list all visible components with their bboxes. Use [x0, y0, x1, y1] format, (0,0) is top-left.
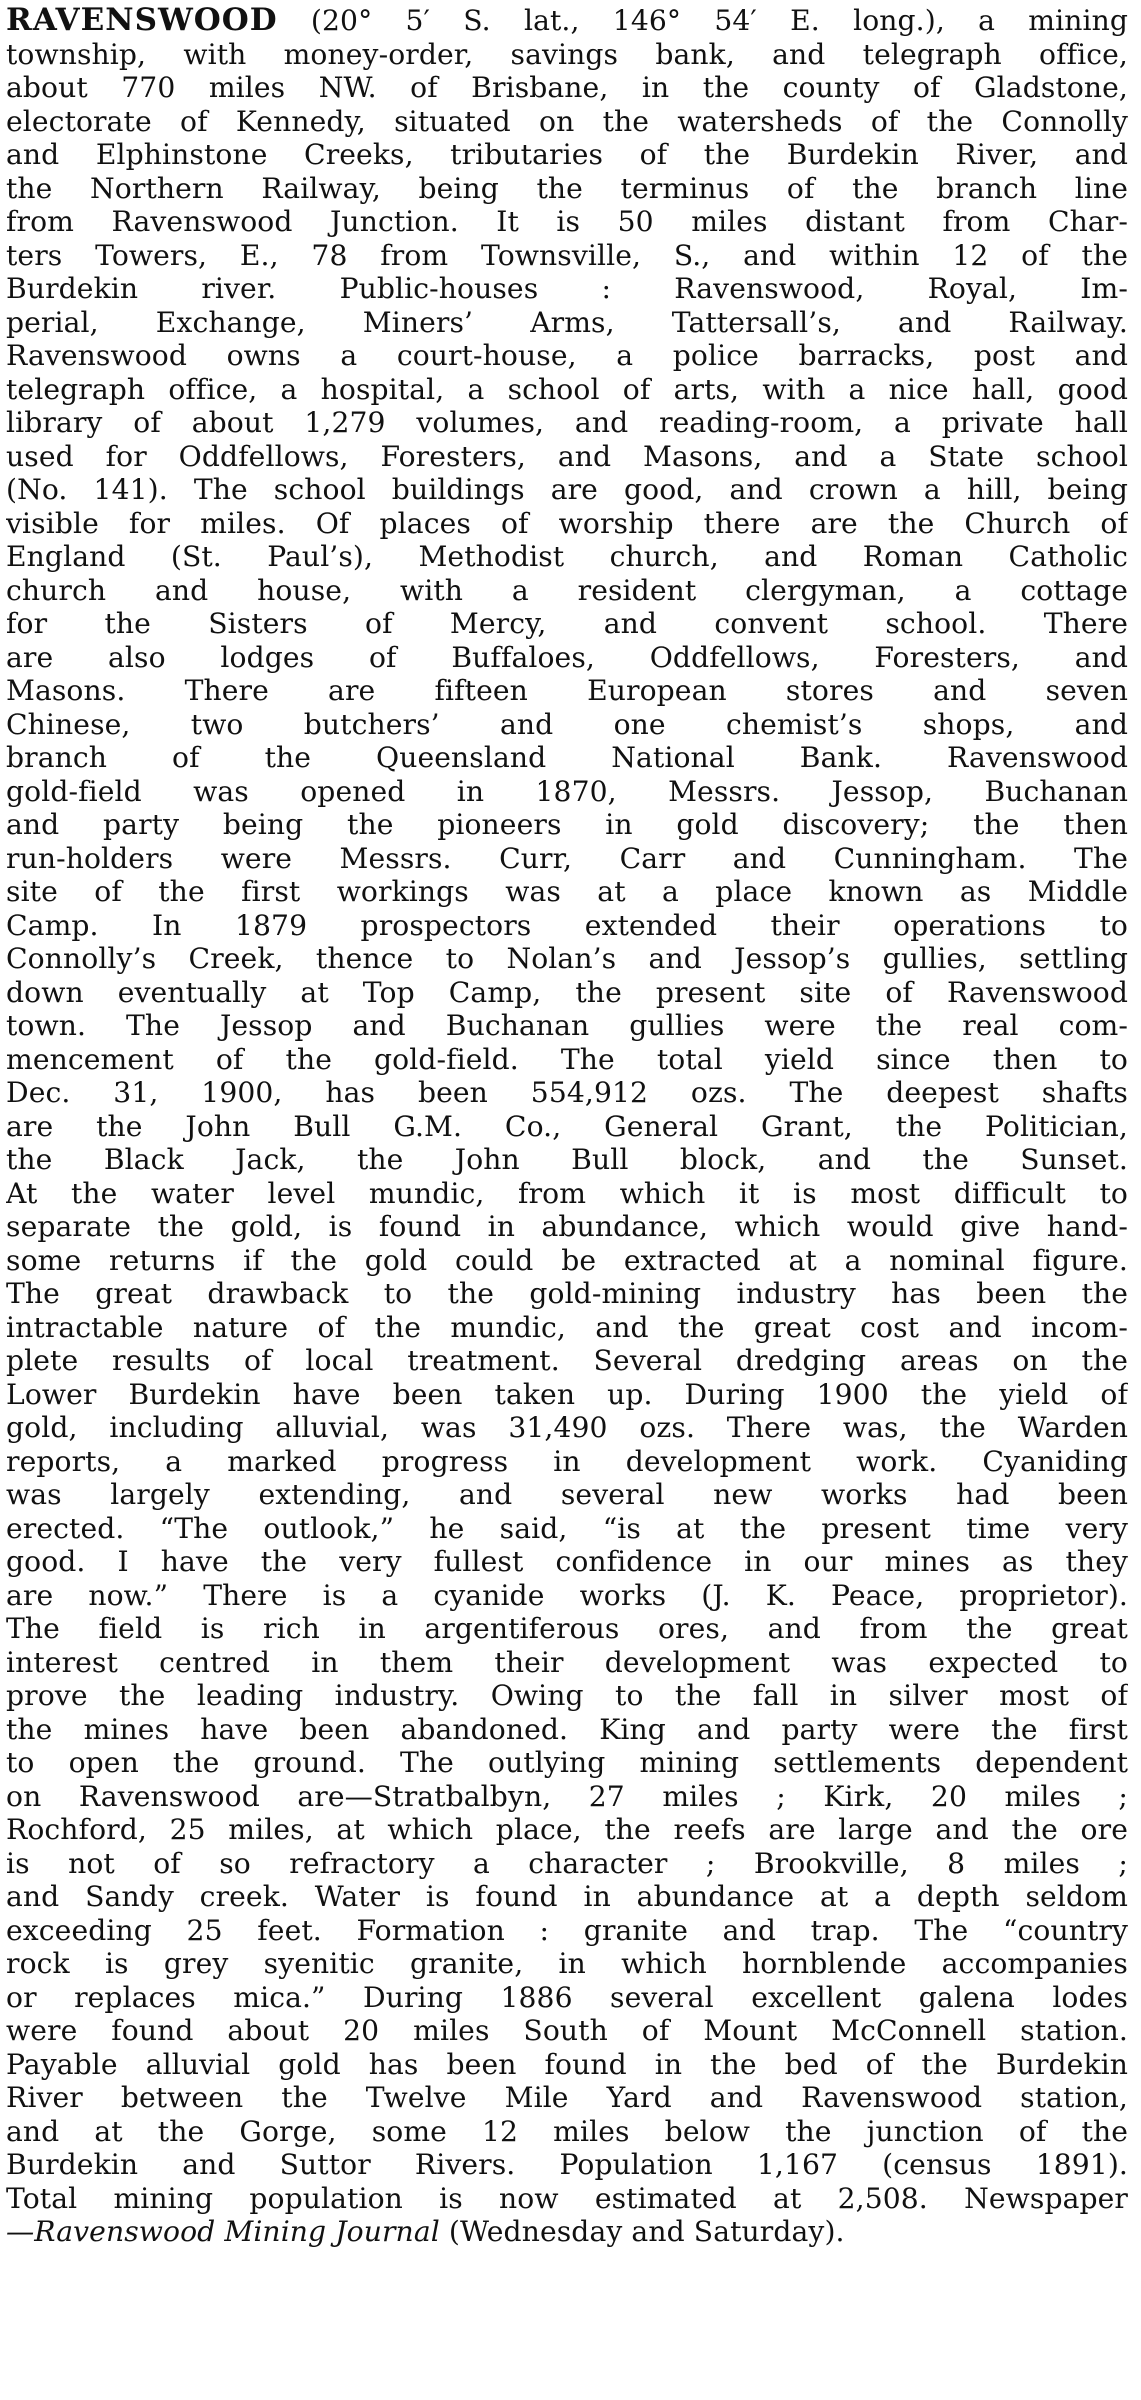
entry-line-50: interest centred in them their development was expected to — [6, 1645, 1128, 1679]
entry-line-43: gold, including alluvial, was 31,490 ozs. There was, the Warden — [6, 1411, 1128, 1444]
entry-line-35: the Black Jack, the John Bull block, and the Sunset. — [6, 1143, 1128, 1176]
entry-line-49: The field is rich in argentiferous ores, and from the great — [6, 1612, 1128, 1645]
entry-line-17: England (St. Paul’s), Methodist church, and Roman Catholic — [6, 540, 1128, 573]
entry-line-61: were found about 20 miles South of Mount McConnell station. — [6, 2014, 1128, 2047]
newspaper-schedule: (Wednesday and Saturday). — [439, 2215, 845, 2248]
entry-line-29: Connolly’s Creek, thence to Nolan’s and Jessop’s gullies, settling — [6, 942, 1128, 975]
newspaper-name: —Ravenswood Mining Journal — [6, 2215, 440, 2248]
entry-line-52: the mines have been abandoned. King and party were the first — [6, 1712, 1128, 1746]
entry-line-41: plete results of local treatment. Several dredging areas on the — [6, 1344, 1128, 1377]
entry-line-63: River between the Twelve Mile Yard and Ravenswood station, — [6, 2081, 1128, 2114]
entry-line-27: site of the first workings was at a place known as Middle — [6, 875, 1128, 908]
entry-body — [6, 38, 1128, 2216]
entry-line-38: some returns if the gold could be extracted at a nominal figure. — [6, 1243, 1128, 1277]
entry-text: (20° 5′ S. lat., 146° 54′ E. long.), a mining — [277, 4, 1128, 37]
entry-line-46: erected. “The outlook,” he said, “is at the present time very — [6, 1511, 1128, 1545]
entry-line-44: reports, a marked progress in development work. Cyaniding — [6, 1444, 1128, 1478]
entry-line-58: exceeding 25 feet. Formation : granite and trap. The “country — [6, 1913, 1128, 1947]
entry-line-30: down eventually at Top Camp, the present site of Ravenswood — [6, 975, 1128, 1009]
entry-line-9: Burdekin river. Public-houses : Ravenswood, Royal, Im- — [6, 272, 1128, 305]
entry-line-40: intractable nature of the mundic, and the great cost and incom- — [6, 1310, 1128, 1344]
entry-line-2: township, with money-order, savings bank, and telegraph office, — [6, 37, 1128, 71]
entry-line-62: Payable alluvial gold has been found in the bed of the Burdekin — [6, 2047, 1128, 2081]
entry-line-36: At the water level mundic, from which it is most difficult to — [6, 1176, 1128, 1210]
entry-line-3: about 770 miles NW. of Brisbane, in the county of Gladstone, — [6, 71, 1128, 104]
entry-line-47: good. I have the very fullest confidence in our mines as they — [6, 1545, 1128, 1578]
entry-line-48: are now.” There is a cyanide works (J. K. Peace, proprietor). — [6, 1578, 1128, 1612]
entry-line-26: run-holders were Messrs. Curr, Carr and Cunningham. The — [6, 841, 1128, 875]
entry-line-25: and party being the pioneers in gold discovery; the then — [6, 808, 1128, 841]
entry-line-24: gold-field was opened in 1870, Messrs. Jessop, Buchanan — [6, 774, 1128, 808]
entry-line-60: or replaces mica.” During 1886 several excellent galena lodes — [6, 1980, 1128, 2014]
entry-line-65: Burdekin and Suttor Rivers. Population 1,167 (census 1891). — [6, 2148, 1128, 2181]
entry-line-45: was largely extending, and several new works had been — [6, 1478, 1128, 1511]
entry-line-28: Camp. In 1879 prospectors extended their operations to — [6, 908, 1128, 942]
entry-line-18: church and house, with a resident clergyman, a cottage — [6, 573, 1128, 607]
entry-line-7: from Ravenswood Junction. It is 50 miles distant from Char- — [6, 205, 1128, 238]
entry-line-54: on Ravenswood are—Stratbalbyn, 27 miles ; Kirk, 20 miles ; — [6, 1779, 1128, 1813]
entry-final-line — [6, 2215, 1128, 2249]
entry-headword: RAVENSWOOD — [6, 4, 278, 38]
entry-line-1 — [6, 4, 1128, 38]
entry-line-13: library of about 1,279 volumes, and reading-room, a private hall — [6, 406, 1128, 439]
entry-line-56: is not of so refractory a character ; Brookville, 8 miles ; — [6, 1846, 1128, 1880]
entry-line-57: and Sandy creek. Water is found in abundance at a depth seldom — [6, 1880, 1128, 1913]
entry-line-59: rock is grey syenitic granite, in which hornblende accompanies — [6, 1947, 1128, 1980]
entry-line-5: and Elphinstone Creeks, tributaries of the Burdekin River, and — [6, 138, 1128, 171]
entry-line-20: are also lodges of Buffaloes, Oddfellows, Foresters, and — [6, 640, 1128, 674]
entry-line-55: Rochford, 25 miles, at which place, the reefs are large and the ore — [6, 1813, 1128, 1846]
entry-line-12: telegraph office, a hospital, a school of arts, with a nice hall, good — [6, 372, 1128, 406]
entry-line-22: Chinese, two butchers’ and one chemist’s shops, and — [6, 707, 1128, 741]
entry-line-11: Ravenswood owns a court-house, a police barracks, post and — [6, 339, 1128, 372]
entry-line-34: are the John Bull G.M. Co., General Grant, the Politician, — [6, 1109, 1128, 1143]
entry-line-4: electorate of Kennedy, situated on the watersheds of the Connolly — [6, 104, 1128, 138]
entry-line-10: perial, Exchange, Miners’ Arms, Tattersall’s, and Railway. — [6, 305, 1128, 339]
entry-line-66: Total mining population is now estimated at 2,508. Newspaper — [6, 2181, 1128, 2215]
entry-line-19: for the Sisters of Mercy, and convent school. There — [6, 607, 1128, 640]
entry-line-42: Lower Burdekin have been taken up. During 1900 the yield of — [6, 1377, 1128, 1411]
entry-line-51: prove the leading industry. Owing to the fall in silver most of — [6, 1679, 1128, 1712]
entry-line-33: Dec. 31, 1900, has been 554,912 ozs. The deepest shafts — [6, 1076, 1128, 1109]
entry-line-15: (No. 141). The school buildings are good, and crown a hill, being — [6, 473, 1128, 506]
entry-line-39: The great drawback to the gold-mining industry has been the — [6, 1277, 1128, 1310]
gazetteer-entry — [6, 4, 1128, 2249]
entry-line-31: town. The Jessop and Buchanan gullies were the real com- — [6, 1009, 1128, 1042]
entry-line-8: ters Towers, E., 78 from Townsville, S., and within 12 of the — [6, 238, 1128, 272]
entry-line-23: branch of the Queensland National Bank. Ravenswood — [6, 741, 1128, 774]
entry-line-53: to open the ground. The outlying mining settlements dependent — [6, 1746, 1128, 1779]
entry-line-6: the Northern Railway, being the terminus of the branch line — [6, 171, 1128, 205]
entry-line-16: visible for miles. Of places of worship there are the Church of — [6, 506, 1128, 540]
entry-line-21: Masons. There are fifteen European stores and seven — [6, 674, 1128, 707]
entry-line-37: separate the gold, is found in abundance, which would give hand- — [6, 1210, 1128, 1243]
entry-line-14: used for Oddfellows, Foresters, and Masons, and a State school — [6, 439, 1128, 473]
entry-line-64: and at the Gorge, some 12 miles below the junction of the — [6, 2114, 1128, 2148]
entry-line-32: mencement of the gold-field. The total yield since then to — [6, 1042, 1128, 1076]
